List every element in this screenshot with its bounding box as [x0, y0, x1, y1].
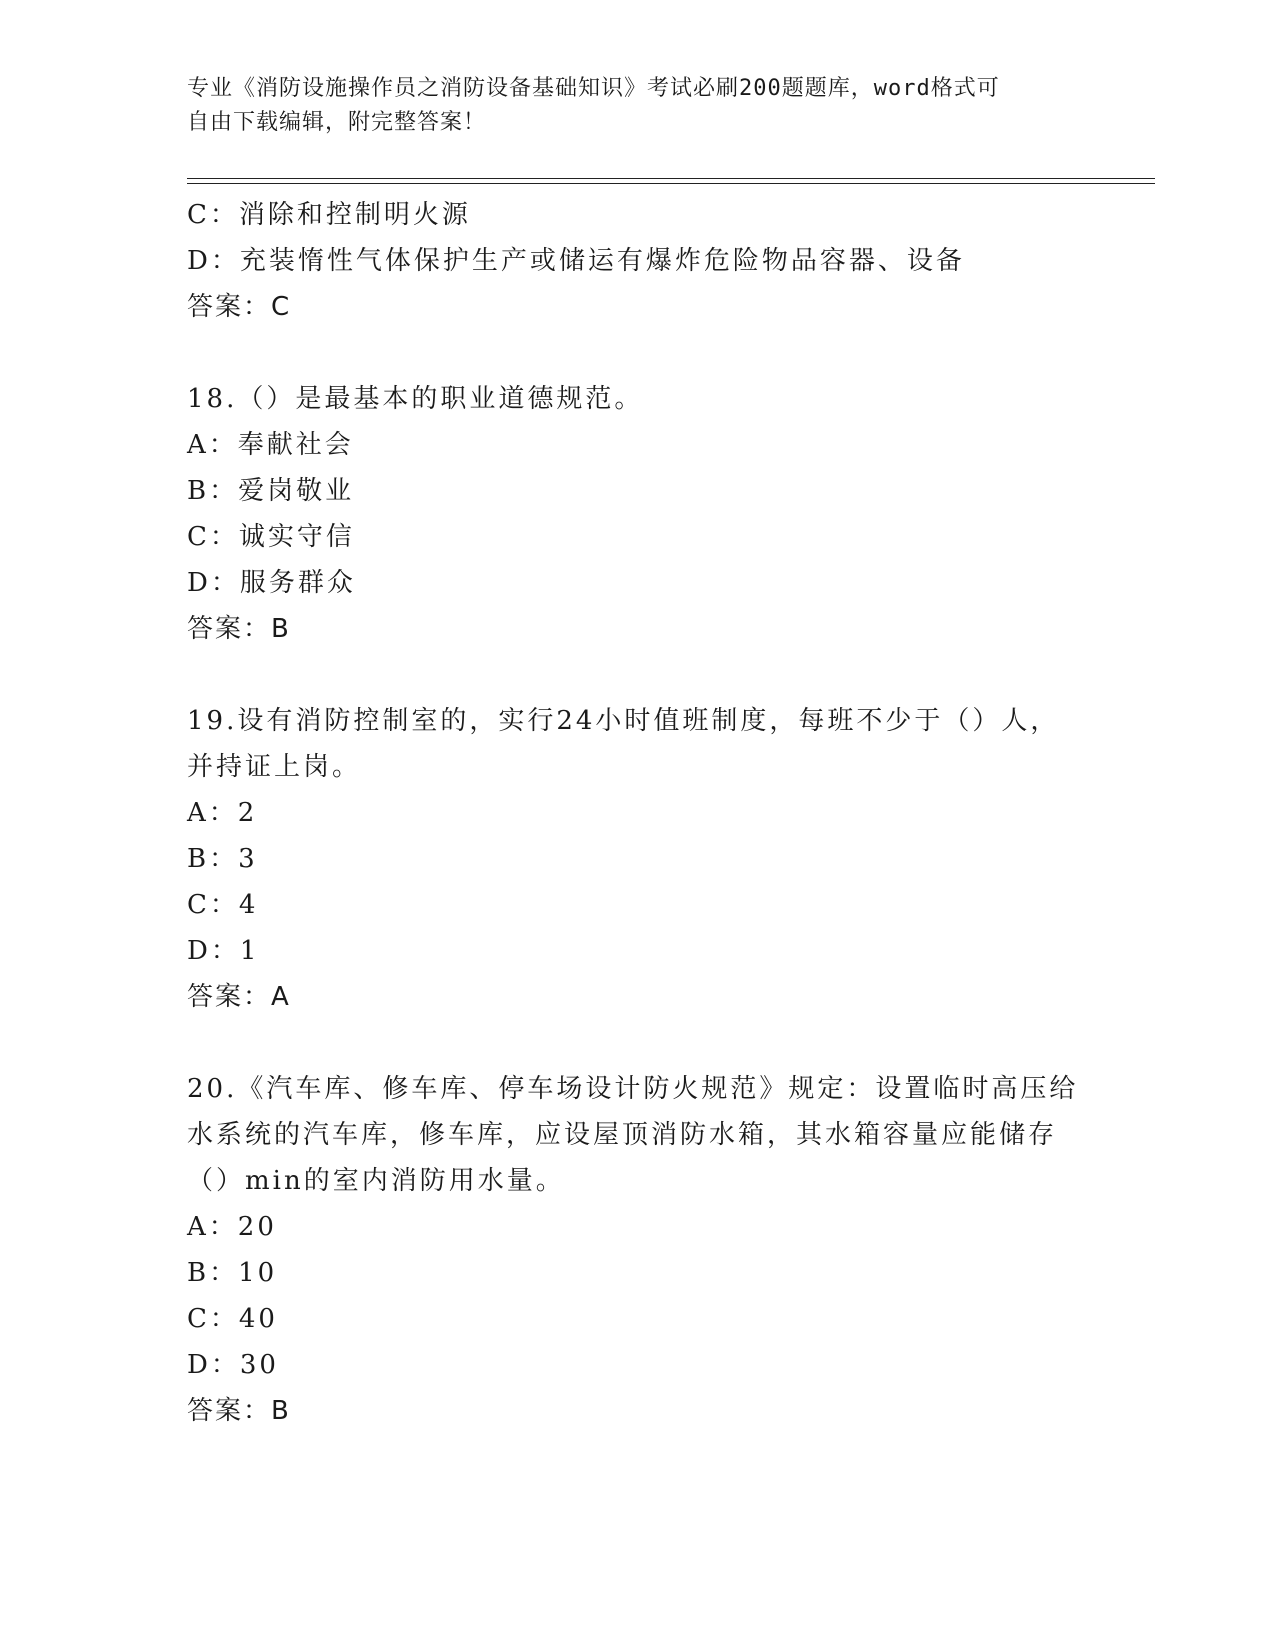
option-d: D：服务群众: [187, 568, 356, 598]
answer-line: 答案：B: [187, 1396, 291, 1426]
option-a: A：2: [187, 798, 258, 828]
option-b: B：10: [187, 1258, 278, 1288]
spacer: [187, 652, 1087, 698]
question-text-line-2: 水系统的汽车库，修车库，应设屋顶消防水箱，其水箱容量应能储存: [187, 1120, 1058, 1150]
answer-line: 答案：A: [187, 982, 291, 1012]
option-c: C：4: [187, 890, 259, 920]
question-20: [187, 1066, 1087, 1434]
spacer: [187, 330, 1087, 376]
header-divider-top: [187, 178, 1155, 179]
question-text-line-1: 20.《汽车库、修车库、停车场设计防火规范》规定：设置临时高压给: [187, 1074, 1079, 1104]
question-18: [187, 376, 1087, 652]
question-text: 18.（）是最基本的职业道德规范。: [187, 384, 644, 414]
option-c: C：40: [187, 1304, 278, 1334]
answer-line: 答案：C: [187, 292, 292, 322]
header-line-2: 自由下载编辑，附完整答案！: [187, 110, 487, 135]
question-19: [187, 698, 1087, 1020]
document-body: [187, 192, 1087, 1434]
option-c: C：消除和控制明火源: [187, 200, 471, 230]
option-a: A：奉献社会: [187, 430, 354, 460]
question-text-line-3: （）min的室内消防用水量。: [187, 1166, 565, 1196]
option-c: C：诚实守信: [187, 522, 355, 552]
option-d: D：30: [187, 1350, 279, 1380]
header-divider-bottom: [187, 183, 1155, 184]
option-d: D：1: [187, 936, 260, 966]
answer-line: 答案：B: [187, 614, 291, 644]
header-line-1: 专业《消防设施操作员之消防设备基础知识》考试必刷200题题库，word格式可: [187, 76, 1000, 101]
question-text-line-1: 19.设有消防控制室的，实行24小时值班制度，每班不少于（）人，: [187, 706, 1060, 736]
spacer: [187, 1020, 1087, 1066]
option-a: A：20: [187, 1212, 277, 1242]
document-header: [187, 72, 1087, 140]
previous-question-tail: [187, 192, 1087, 330]
option-d: D：充装惰性气体保护生产或储运有爆炸危险物品容器、设备: [187, 246, 965, 276]
question-text-line-2: 并持证上岗。: [187, 752, 362, 782]
option-b: B：3: [187, 844, 258, 874]
option-b: B：爱岗敬业: [187, 476, 355, 506]
